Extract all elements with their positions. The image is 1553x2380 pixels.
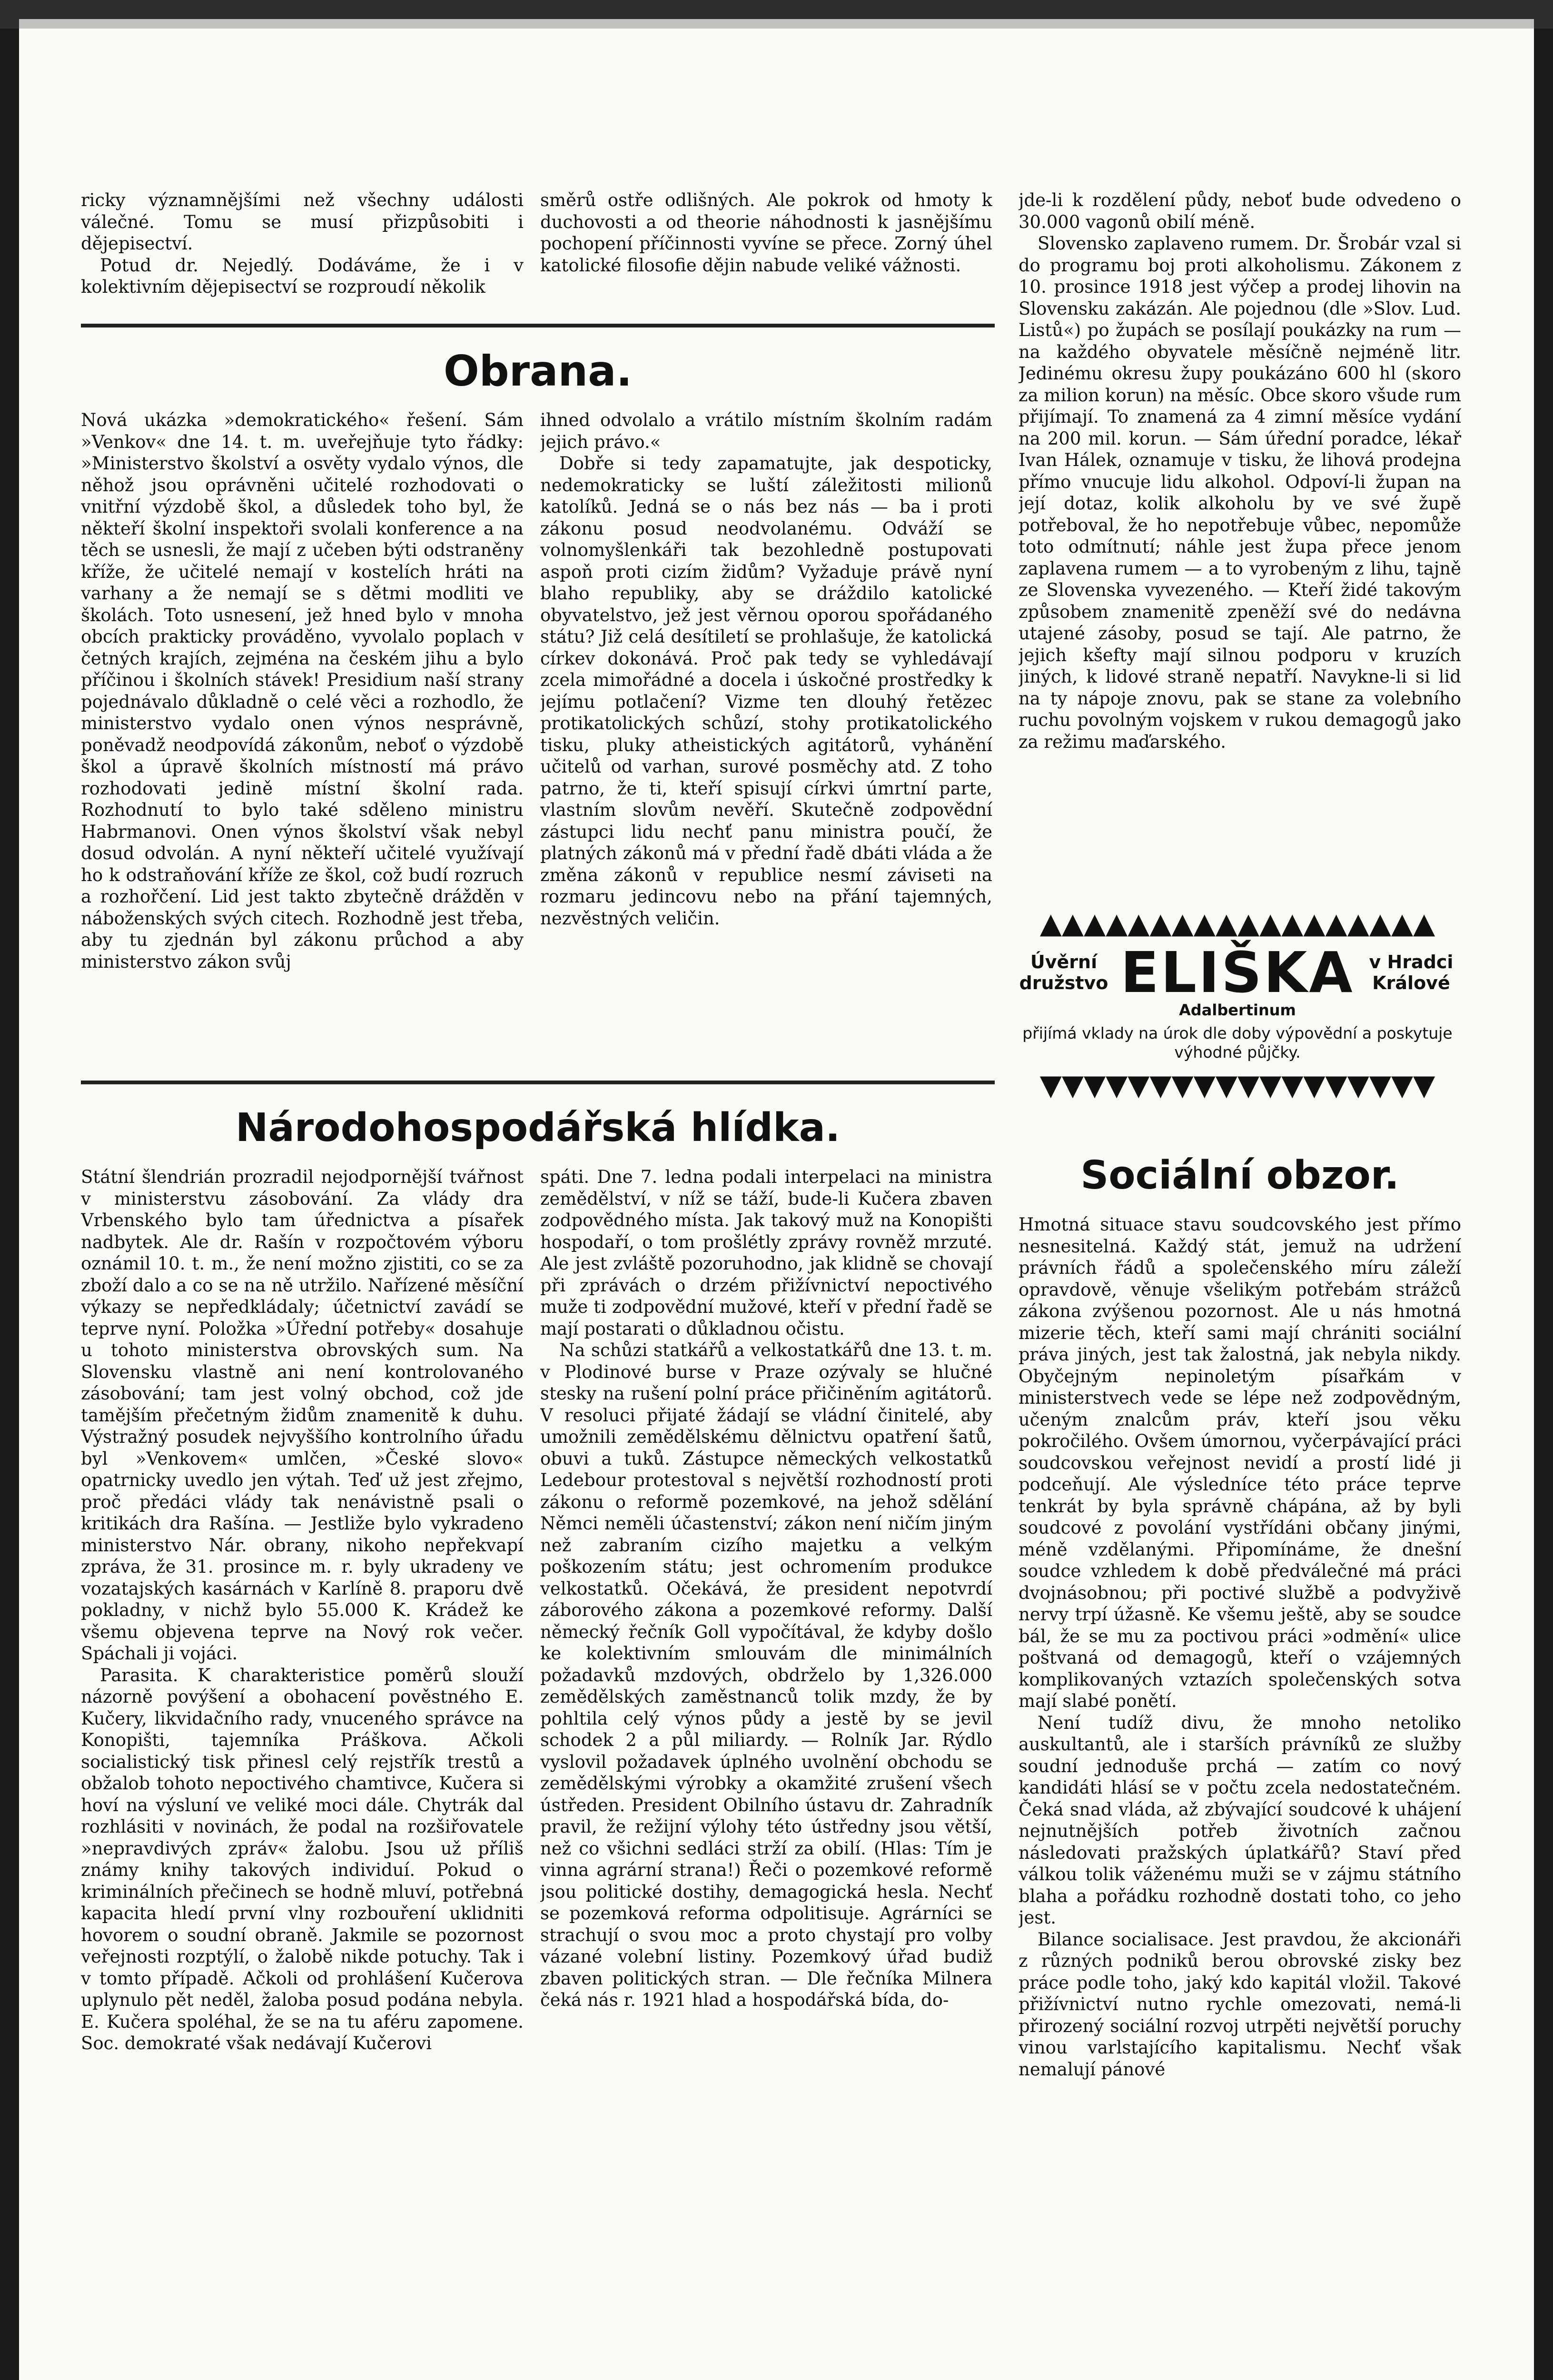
socialni-column	[1019, 1214, 1461, 2380]
narodo-column-1	[81, 1166, 524, 2380]
ad-left-label: Úvěrní družstvo	[1019, 952, 1108, 993]
narodo-column-2	[540, 1166, 992, 2380]
paragraph: Dobře si tedy zapamatujte, jak despoticky, nedemokraticky se luští záležitosti milionů katolíků. Jedná se o nás bez nás — ba i proti zákonu posud neodvolanému. Odváží se volnomyšlenkáři tak bezohledně postupovati aspoň proti cizím židům? Vyžaduje právě nyní blaho republiky, aby se dráždilo katolické obyvatelstvo, jež jest věrnou oporou spořádaného státu? Již celá desítiletí se prohlašuje, že katolická církev dokonává. Proč pak tedy se vyhledávají zcela mimořádné a docela i úskočné prostředky k jejímu potlačení? Vizme ten dlouhý řetězec protikatolických schůzí, stohy protikatolického tisku, pluky atheistických agitátorů, vyhánění učitelů od varhan, surové posměchy atd. Z toho patrno, že ti, kteří spisují církvi úmrtní parte, vlastním slovům nevěří. Skutečně zodpovědní zástupci lidu nechť panu ministra poučí, že platných zákonů má v přední řadě dbáti vláda a že změna zákonů v republice nesmí záviseti na rozmaru jedincovu nebo na přání tajemných, nezvěstných veličin.	[540, 453, 992, 929]
ad-subtitle: Adalbertinum	[1179, 1001, 1296, 1019]
scan-shadow	[0, 0, 1553, 29]
section-title-socialni-obzor: Sociální obzor.	[1080, 1153, 1399, 1198]
triangle-border-top: ▲▲▲▲▲▲▲▲▲▲▲▲▲▲▲▲▲▲	[1039, 907, 1435, 940]
paragraph: Parasita. K charakteristice poměrů slouží názorně povýšení a obohacení pověstného E. Kučery, likvidačního rady, vnuceného správce na Konopišti, tajemníka Práškova. Ačkoli socialistický tisk přinesl celý rejstřík trestů a obžalob tohoto nepoctivého chamtivce, Kučera si hoví na výsluní ve veliké moci dále. Chytrák dal rozhlásiti v novinách, že podal na rozšiřovatele »nepravdivých zpráv« žalobu. Jsou už příliš známy knihy takových individuí. Pokud o kriminálních přečinech se hodně mluví, potřebná kapacita hledí první vlny rozbouření uklidniti hovorem o soudní obraně. Jakmile se pozornost veřejnosti rozptýlí, o žalobě nikde potuchy. Tak i v tomto případě. Ačkoli od prohlášení Kučerova uplynulo pět neděl, žaloba posud podána nebyla. E. Kučera spoléhal, že se na tu aféru zapomene. Soc. demokraté však nedávají Kučerovi	[81, 1665, 524, 2053]
divider	[81, 324, 995, 327]
paragraph: Slovensko zaplaveno rumem. Dr. Šrobár vzal si do programu boj proti alkoholismu. Zákonem z 10. prosince 1918 jest výčep a prodej lihovin na Slovensku zakázán. Ale pojednou (dle »Slov. Lud. Listů«) po župách se posílají poukázky na rum — na každého obyvatele měsíčně nejméně litr. Jedinému okresu župy poukázáno 600 hl (skoro za milion korun) na měsíc. Obce skoro všude rum přijímají. To znamená za 4 zimní měsíce vydání na 200 mil. korun. — Sám úřední poradce, lékař Ivan Hálek, oznamuje v tisku, že lihová prodejna přímo vnucuje lidu alkohol. Odpoví-li župan na její dotaz, kolik alkoholu by ve své župě potřeboval, že ho nepotřebuje vůbec, nepomůže toto odmítnutí; náhle jest župa přece jenom zaplavena rumem — a to vyrobeným z lihu, tajně ze Slovenska vyvezeného. — Kteří židé takovým způsobem znamenitě zpeněží své do nedávna utajené zásoby, posud se tají. Ale patrno, že jejich kšefty mají silnou podporu v kruzích jiných, k lidové straně nepatří. Navykne-li si lid na ty nápoje znovu, pak se stane za volebního ruchu povolným vojskem v rukou demagogů jako za režimu maďarského.	[1019, 233, 1461, 752]
paragraph: ricky významnějšími než všechny události válečné. Tomu se musí přizpůsobiti i dějepisectví.	[81, 190, 524, 254]
paragraph: Potud dr. Nejedlý. Dodáváme, že i v kolektivním dějepisectví se rozproudí několik	[81, 255, 524, 297]
paragraph: směrů ostře odlišných. Ale pokrok od hmoty k duchovosti a od theorie náhodnosti k jasnějšímu pochopení příčinnosti vyvíne se přece. Zorný úhel katolické filosofie dějin nabude veliké vážnosti.	[540, 190, 992, 276]
paragraph: spáti. Dne 7. ledna podali interpelaci na ministra zemědělství, v níž se táží, bude-li Kučera zbaven zodpovědného místa. Jak takový muž na Konopišti hospodaří, o tom prošlétly zprávy rovněž mrzuté. Ale jest zvláště pozoruhodno, jak klidně se chovají při zprávách o drzém přižívnictví nepoctivého muže ti zodpovědní mužové, kteří v přední řadě se mají postarati o důkladnou očistu.	[540, 1167, 992, 1339]
advertisement-eliska	[1019, 907, 1456, 1130]
top-column-1	[81, 189, 524, 313]
obrana-column-2	[540, 409, 992, 1071]
paragraph: Nová ukázka »demokratického« řešení. Sám »Venkov« dne 14. t. m. uveřejňuje tyto řádky: »Ministerstvo školství a osvěty vydalo výnos, dle něhož jsou oprávněni učitelé rozhodovati o vnitřní výzdobě škol, a důsledek toho byl, že někteří školní inspektoři svolali konference a na těch se usnesli, že mají z učeben býti odstraněny kříže, že učitelé nemají v kostelích hráti na varhany a že nemají se s dětmi modliti ve školách. Toto usnesení, jež hned bylo v mnoha obcích prakticky prováděno, vyvolalo poplach v četných krajích, zejména na českém jihu a bylo příčinou i školních stávek! Presidium naší strany pojednávalo důkladně o celé věci a rozhodlo, že ministerstvo vydalo onen výnos nesprávně, poněvadž neodpovídá zákonům, neboť o výzdobě škol a úpravě školních místností má právo rozhodovati jedině místní školní rada. Rozhodnutí to bylo také sděleno ministru Habrmanovi. Onen výnos školství však nebyl dosud odvolán. A nyní někteří učitelé využívají ho k odstraňování kříže ze škol, což budí rozruch a rozhořčení. Lid jest takto zbytečně drážděn v náboženských svých citech. Rozhodně jest třeba, aby tu zjednán byl zákonu průchod a aby ministerstvo zákon svůj	[81, 410, 524, 972]
paragraph: Bilance socialisace. Jest pravdou, že akcionáři z různých podniků berou obrovské zisky bez práce podle toho, jaký kdo kapitál vložil. Takové přižívnictví nutno rychle omezovati, nemá-li přirozený sociální rozvoj utrpěti největší poruchy vinou varlstajícího kapitalismu. Nechť však nemalují pánové	[1019, 1929, 1461, 2080]
paragraph: Na schůzi statkářů a velkostatkářů dne 13. t. m. v Plodinové burse v Praze ozývaly se hlučné stesky na rušení polní práce přičiněním agitátorů. V resoluci přijaté žádají se vládní činitelé, aby umožnili zemědělskému dělnictvu opatření šatů, obuvi a tuků. Zástupce německých velkostatků Ledebour protestoval s největší rozhodností proti zákonu o reformě pozemkové, na jehož sdělání Němci neměli účastenství; zákon není ničím jiným než zabraním cizího majetku a velkým poškozením státu; jest ochromením produkce velkostatků. Očekává, že president nepotvrdí záborového zákona a pozemkové reformy. Další německý řečník Goll vypočítával, že kdyby došlo ke kolektivním smlouvám dle minimálních požadavků mzdových, obdrželo by 1,326.000 zemědělských zaměstnanců tolik mzdy, že by pohltila celý výnos půdy a jestě by se jevil schodek 2 a půl miliardy. — Rolník Jar. Rýdlo vyslovil požadavek úplného uvolnění obchodu se zemědělskými výrobky a okamžité zrušení všech ústředen. President Obilního ústavu dr. Zahradník pravil, že režijní výlohy této ústředny jsou větší, než co všichni sedláci strží za obilí. (Hlas: Tím je vinna agrární strana!) Řeči o pozemkové reformě jsou politické dostihy, demagogická hesla. Nechť se pozemková reforma odpolitisuje. Agrárníci se strachují o svou moc a proto chystají pro volby vázané volební listiny. Pozemkový úřad budiž zbaven politických stran. — Dle řečníka Milnera čeká nás r. 1921 hlad a hospodářská bída, do-	[540, 1340, 992, 2010]
section-title-narodohospodarska: Národohospodářská hlídka.	[235, 1105, 841, 1150]
ad-right-label: v Hradci Králové	[1369, 952, 1454, 993]
paragraph: Není tudíž divu, že mnoho netoliko auskultantů, ale i starších právníků ze služby soudní jednoduše prchá — zatím co nový kandidáti hlásí se v počtu zcela nedostatečném. Čeká snad vláda, až zbývající soudcové k uhájení nejnutnějších potřeb životních začnou následovati pražských úplatkářů? Staví před válkou tolik váženému muži se v zájmu státního blaha a pořádku rozhodně dostati toho, co jeho jest.	[1019, 1712, 1461, 1928]
right-column-upper	[1019, 189, 1461, 899]
obrana-column-1	[81, 409, 524, 1071]
top-column-2	[540, 189, 992, 313]
section-title-obrana: Obrana.	[443, 347, 633, 396]
triangle-border-bottom: ▼▼▼▼▼▼▼▼▼▼▼▼▼▼▼▼▼▼	[1039, 1069, 1435, 1102]
divider	[81, 1081, 995, 1084]
ad-name: ELIŠKA	[1120, 940, 1355, 1005]
paragraph: Státní šlendrián prozradil nejodpornější tvářnost v ministerstvu zásobování. Za vlády dra Vrbenského bylo tam úřednictva a písařek nadbytek. Ale dr. Rašín v rozpočtovém výboru oznámil 10. t. m., že není možno zjistiti, co se za zboží dalo a co se na ně utržilo. Nařízené měsíční výkazy se nepředkládaly; účetnictví zavádí se teprve nyní. Položka »Úřední potřeby« dosahuje u tohoto ministerstva obrovských sum. Na Slovensku vlastně ani není kontrolovaného zásobování; tam jest volný obchod, což jde tamějším přečetným židům znamenitě k duhu. Výstražný posudek nejvyššího kontrolního úřadu byl »Venkovem« umlčen, »České slovo« opatrnicky uvedlo jen výtah. Teď už jest zřejmo, proč předáci vlády tak nenávistně psali o kritikách dra Rašína. — Jestliže bylo vykradeno ministerstvo Nár. obrany, nikoho nepřekvapí zpráva, že 31. prosince m. r. byly ukradeny ve vozatajských kasárnách v Karlíně 8. praporu dvě pokladny, v nichž bylo 55.000 K. Krádež ke všemu objevena teprve na Nový rok večer. Spáchali ji vojáci.	[81, 1167, 524, 1664]
ad-text: přijímá vklady na úrok dle doby výpovědní a poskytuje výhodné půjčky.	[1022, 1024, 1453, 1061]
paragraph: jde-li k rozdělení půdy, neboť bude odvedeno o 30.000 vagonů obilí méně.	[1019, 190, 1461, 232]
paragraph: Hmotná situace stavu soudcovského jest přímo nesnesitelná. Každý stát, jemuž na udržení právních řádů a společenského míru záleží opravdově, věnuje všelikým potřebám strážců zákona zvýšenou pozornost. Ale u nás hmotná mizerie těch, kteří sami mají chrániti sociální práva jiných, jest tak žalostná, jak nebyla nikdy. Obyčejným nepinoletým písařkám v ministerstvech vede se lépe než zodpovědným, učeným znalcům práv, kteří jsou věku pokročilého. Ovšem úmornou, vyčerpávající práci soudcovskou veřejnost nevidí a prostí lidé ji podceňují. Ale výsledníce této práce teprve tenkrát by byla správně chápána, až by byli soudcové z povolání vystřídáni občany jinými, méně vzdělanými. Připomínáme, že dnešní soudce vzhledem k době předválečné má práci dvojnásobnou; při poctivé službě a podvyživě nervy trpí úžasně. Ke všemu ještě, aby se soudce bál, že se mu za poctivou práci »odmění« ulice poštvaná od demagogů, kteří o vzájemných komplikovaných vztazích společenských sotva mají slabé ponětí.	[1019, 1214, 1461, 1711]
paragraph: ihned odvolalo a vrátilo místním školním radám jejich právo.«	[540, 410, 992, 452]
